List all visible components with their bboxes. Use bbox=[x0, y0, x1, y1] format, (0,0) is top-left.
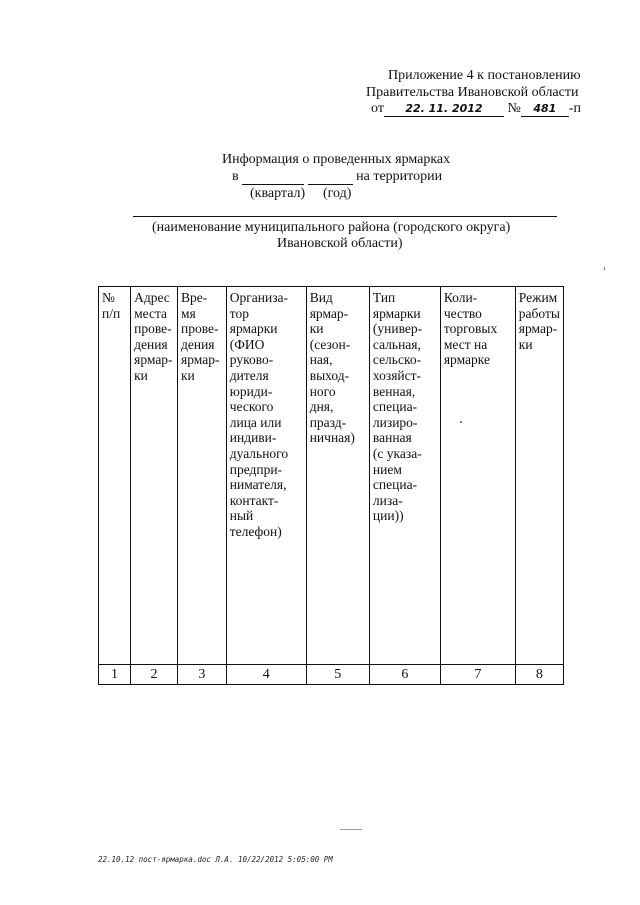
quarter-blank bbox=[242, 172, 304, 185]
from-label: от bbox=[371, 101, 384, 116]
year-caption: (год) bbox=[323, 186, 352, 201]
header-trading-places: Коли- чество торговых мест на ярмарке bbox=[440, 287, 515, 665]
scan-speck bbox=[460, 421, 462, 423]
column-number-3: 3 bbox=[178, 665, 227, 685]
header-fair-type: Тип ярмарки (универ- сальная, сельско- хозяйст- венная, специа- лизиро- ванная (с указа- нием специа- лиза- ции)) bbox=[369, 287, 440, 665]
column-number-6: 6 bbox=[369, 665, 440, 685]
fairs-table bbox=[98, 286, 564, 685]
header-organizer: Организа- тор ярмарки (ФИО руково- дителя юриди- ческого лица или индиви- дуального предпри- нимателя, контакт- ный телефон) bbox=[226, 287, 306, 665]
scan-speck bbox=[604, 267, 605, 270]
number-label: № bbox=[507, 101, 521, 116]
quarter-caption: (квартал) bbox=[250, 186, 306, 201]
column-number-7: 7 bbox=[440, 665, 515, 685]
document-title: Информация о проведенных ярмарках bbox=[222, 152, 451, 167]
column-number-8: 8 bbox=[515, 665, 563, 685]
in-label: в bbox=[232, 169, 239, 184]
territory-label: на территории bbox=[356, 169, 443, 184]
table-number-row bbox=[99, 665, 564, 685]
region-caption: Ивановской области) bbox=[277, 236, 403, 251]
year-blank bbox=[308, 172, 353, 185]
appendix-line-2: Правительства Ивановской области bbox=[366, 85, 579, 100]
scan-speck bbox=[340, 829, 362, 830]
column-number-1: 1 bbox=[99, 665, 131, 685]
district-blank-line bbox=[133, 216, 557, 217]
number-suffix: -п bbox=[568, 101, 581, 116]
resolution-number: 481 bbox=[521, 101, 569, 117]
header-fair-time: Вре- мя прове- дения ярмар- ки bbox=[178, 287, 227, 665]
header-fair-kind: Вид ярмар- ки (сезон- ная, выход- ного дня, празд- ничная) bbox=[306, 287, 369, 665]
appendix-line-1: Приложение 4 к постановлению bbox=[388, 68, 581, 83]
period-line bbox=[232, 169, 442, 185]
column-number-5: 5 bbox=[306, 665, 369, 685]
column-number-2: 2 bbox=[131, 665, 178, 685]
header-work-schedule: Режим работы ярмар- ки bbox=[515, 287, 563, 665]
file-footer: 22.10.12 пост-ярмарка.doc Л.А. 10/22/2012 5:05:00 PM bbox=[98, 855, 333, 864]
district-caption: (наименование муниципального района (городского округа) bbox=[152, 220, 511, 235]
table-header-row bbox=[99, 287, 564, 665]
header-fair-address: Адрес места прове- дения ярмар- ки bbox=[131, 287, 178, 665]
appendix-date-line bbox=[371, 101, 581, 117]
column-number-4: 4 bbox=[226, 665, 306, 685]
resolution-date: 22. 11. 2012 bbox=[384, 101, 504, 117]
header-number: № п/п bbox=[99, 287, 131, 665]
